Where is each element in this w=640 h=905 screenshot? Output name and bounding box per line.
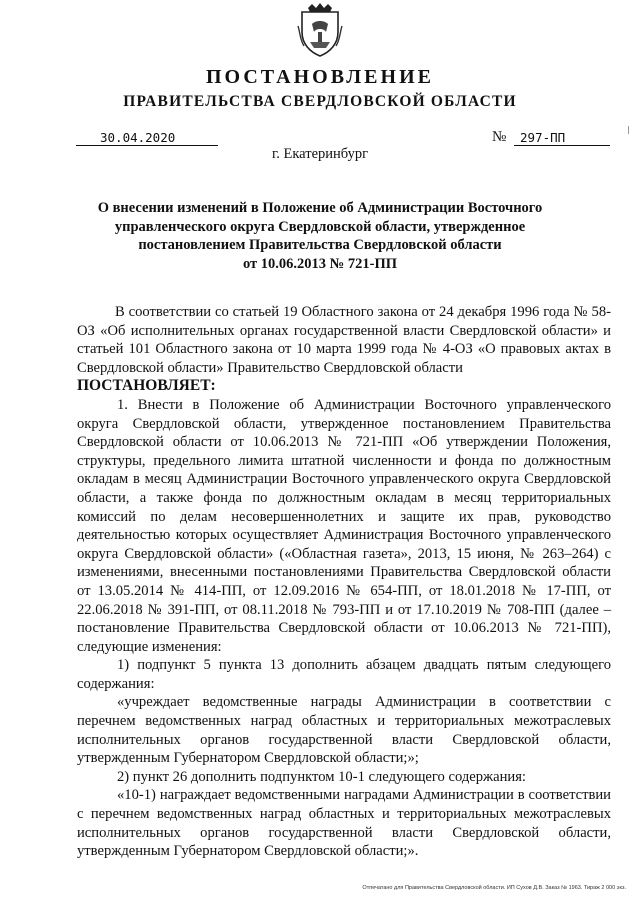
margin-mark	[628, 126, 629, 134]
subitem-1-paragraph: 1) подпункт 5 пункта 13 дополнить абзацем двадцать пятым следующего содержания:	[77, 657, 611, 692]
coat-of-arms-icon	[296, 2, 344, 58]
subject-line: управленческого округа Свердловской области, утвержденное	[114, 218, 526, 235]
subject-line: от 10.06.2013 № 721-ПП	[242, 255, 397, 272]
quote-1-paragraph: «учреждает ведомственные награды Администрации в соответствии с перечнем ведомственных наград областных и территориальных межотраслевых исполнительных органов государственной власти Свердловской области, утвержденным Губернатором Свердловской области;»;	[77, 694, 611, 767]
decree-heading: ПОСТАНОВЛЯЕТ:	[77, 377, 216, 395]
quote-2-paragraph: «10-1) награждает ведомственными наградами Администрации в соответствии с перечнем ведомственных наград областных и территориальных межотраслевых исполнительных органов государственной власти Свердловской области, утвержденным Губернатором Свердловской области;».	[77, 787, 611, 860]
document-subject	[90, 199, 550, 273]
preamble-paragraph: В соответствии со статьей 19 Областного закона от 24 декабря 1996 года № 58-ОЗ «Об исполнительных органах государственной власти Свердловской области» и статьей 101 Областного закона от 10 марта 1999 года № 4-ОЗ «О правовых актах в Свердловской области» Правительство Свердловской области	[77, 304, 611, 376]
document-body	[77, 303, 611, 861]
document-number: 297-ПП	[514, 131, 610, 146]
item-1-paragraph: 1. Внести в Положение об Администрации Восточного управленческого округа Свердловской области, утвержденное постановлением Правительства Свердловской области от 10.06.2013 № 721-ПП «Об утверждении Положения, структуры, предельного лимита штатной численности и фонда по должностным окладам в месяц Администрации Восточного управленческого округа Свердловской области, а также фонда по должностным окладам в месяц территориальных комиссий по делам несовершеннолетних и защите их прав, руководство деятельностью которых осуществляет Администрация Восточного управленческого округа Свердловской области» («Областная газета», 2013, 15 июня, № 263–264) с изменениями, внесенными постановлениями Правительства Свердловской области от 13.05.2014 № 414-ПП, от 12.09.2016 № 654-ПП, от 18.01.2018 № 17-ПП, от 22.06.2018 № 391-ПП, от 08.11.2018 № 793-ПП и от 17.10.2019 № 708-ПП (далее – постановление Правительства Свердловской области от 10.06.2013 № 721-ПП), следующие изменения:	[77, 396, 611, 655]
document-date: 30.04.2020	[76, 131, 218, 146]
document-issuer: ПРАВИТЕЛЬСТВА СВЕРДЛОВСКОЙ ОБЛАСТИ	[123, 93, 517, 110]
subject-line: постановлением Правительства Свердловской области	[138, 237, 502, 253]
number-label: №	[492, 129, 507, 145]
document-title: ПОСТАНОВЛЕНИЕ	[206, 66, 434, 88]
subject-line: О внесении изменений в Положение об Администрации Восточного	[97, 200, 543, 216]
print-imprint: Отпечатано для Правительства Свердловской области. ИП Сухов Д.В. Заказ № 1963. Тираж 2 000 экз.	[362, 885, 626, 891]
document-city: г. Екатеринбург	[271, 146, 369, 162]
subitem-2-paragraph: 2) пункт 26 дополнить подпунктом 10-1 следующего содержания:	[117, 768, 526, 785]
